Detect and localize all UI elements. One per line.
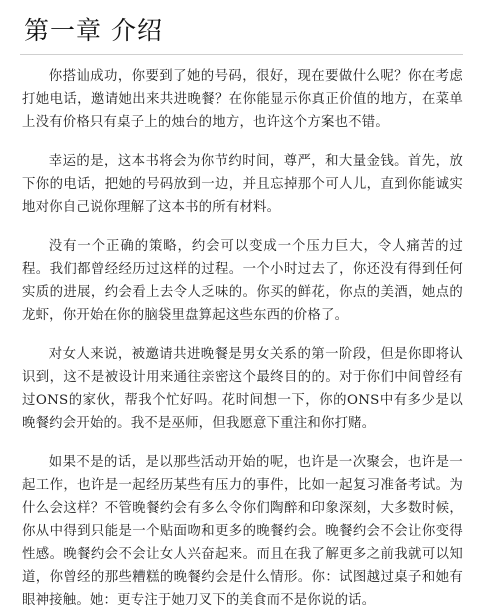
paragraph-5: 如果不是的话，是以那些活动开始的呢，也许是一次聚会，也许是一起工作，也许是一起经历某些有压力的事件，比如一起复习准备考试。为什么会这样？不管晚餐约会有多么令你们陶醉和印象深刻，大多数时候，你从中得到只能是一个贴面吻和更多的晚餐约会。晚餐约会不会让你变得性感。晚餐约会不会让女人兴奋起来。而且在我了解更多之前我就可以知道，你曾经的那些糟糕的晚餐约会是什么情形。你：试图越过桌子和她有眼神接触。她：更专注于她刀叉下的美食而不是你说的话。 bbox=[22, 455, 463, 608]
chapter-title: 第一章 介绍 bbox=[24, 16, 163, 45]
paragraph-2: 幸运的是，这本书将会为你节约时间，尊严，和大量金钱。首先，放下你的电话，把她的号码放到一边，并且忘掉那个可人儿，直到你能诚实地对你自己说你理解了这本书的所有材料。 bbox=[22, 154, 463, 215]
paragraph-3: 没有一个正确的策略，约会可以变成一个压力巨大，令人痛苦的过程。我们都曾经经历过这样的过程。一个小时过去了，你还没有得到任何实质的进展，约会看上去令人乏味的。你买的鲜花，你点的美酒，她点的龙虾，你开始在你的脑袋里盘算起这些东西的价格了。 bbox=[22, 239, 463, 323]
paragraph-1: 你搭讪成功，你要到了她的号码，很好，现在要做什么呢？你在考虑打她电话，邀请她出来共进晚餐？在你能显示你真正价值的地方，在菜单上没有价格只有桌子上的烛台的地方，也许这个方案也不错。 bbox=[22, 69, 463, 130]
title-divider bbox=[20, 54, 463, 55]
paragraph-4: 对女人来说，被邀请共进晚餐是男女关系的第一阶段，但是你即将认识到，这不是被设计用来通往亲密这个最终目的的。对于你们中间曾经有过ONS的家伙，帮我个忙好吗。花时间想一下，你的ONS中有多少是以晚餐约会开始的。我不是巫师，但我愿意下重注和你打赌。 bbox=[22, 347, 463, 431]
